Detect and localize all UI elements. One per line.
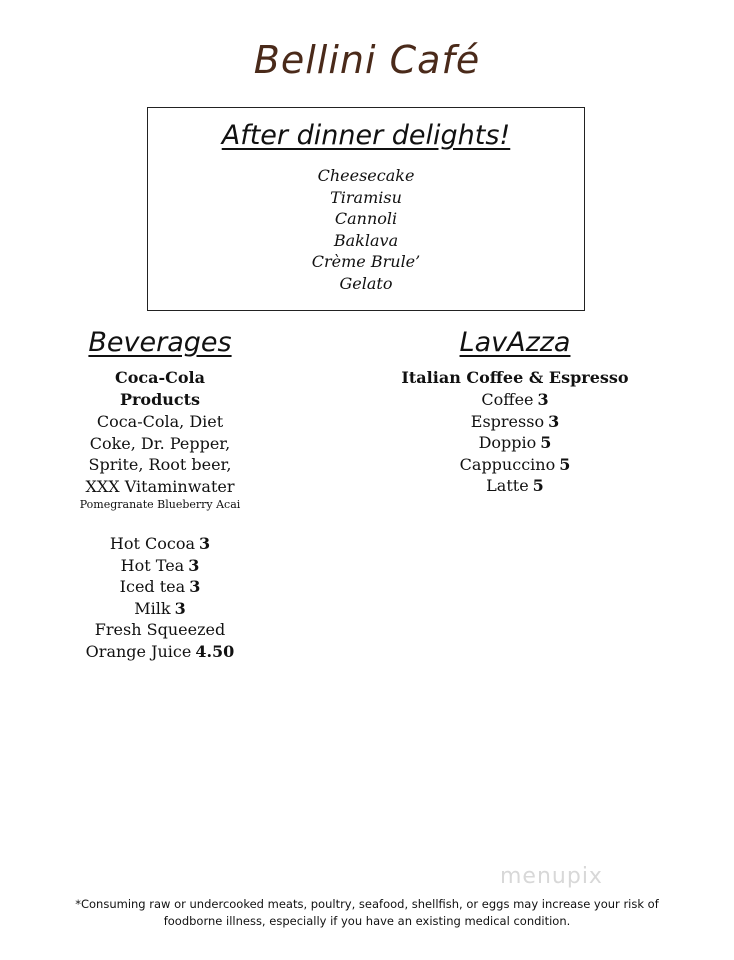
dessert-item: Gelato	[339, 273, 393, 293]
beverage-list	[55, 533, 265, 662]
item-name: Hot Cocoa	[109, 534, 195, 553]
dessert-heading: After dinner delights!	[221, 120, 511, 151]
coca-cola-title-line1: Coca-Cola	[114, 368, 205, 387]
soda-line: XXX Vitaminwater	[85, 476, 235, 496]
beverages-heading: Beverages	[88, 327, 232, 358]
item-name: Doppio	[478, 433, 537, 452]
item-name: Fresh Squeezed	[94, 620, 226, 639]
menu-title: Bellini Café	[253, 38, 481, 82]
beverage-item	[55, 576, 265, 598]
beverage-item	[55, 555, 265, 577]
dessert-item: Cannoli	[334, 209, 398, 228]
vitaminwater-flavors: Pomegranate Blueberry Acai	[79, 498, 241, 511]
item-name: Espresso	[470, 411, 545, 431]
beverage-item	[55, 598, 265, 620]
disclaimer-line2: foodborne illness, especially if you have an existing medical condition.	[163, 914, 571, 928]
coffee-item	[390, 389, 640, 411]
soda-line: Sprite, Root beer,	[88, 455, 232, 474]
item-name: Orange Juice	[85, 641, 192, 661]
beverage-item	[55, 533, 265, 555]
item-price: 3	[188, 555, 200, 575]
coca-cola-title-line2: Products	[119, 390, 201, 409]
item-price: 5	[559, 454, 571, 474]
dessert-item: Tiramisu	[330, 187, 402, 207]
dessert-item: Cheesecake	[317, 166, 415, 185]
dessert-item: Baklava	[333, 230, 399, 250]
coffee-group-title: Italian Coffee & Espresso	[401, 368, 629, 387]
coffee-item	[390, 432, 640, 454]
dessert-box	[147, 107, 585, 311]
beverages-column	[55, 325, 265, 662]
item-name: Iced tea	[119, 577, 186, 596]
soda-list	[55, 411, 265, 497]
coffee-item	[390, 454, 640, 476]
item-name: Cappuccino	[459, 454, 556, 474]
item-price: 3	[189, 577, 201, 596]
dessert-item: Crème Brule’	[311, 252, 421, 271]
lavazza-heading: LavAzza	[459, 327, 571, 358]
beverage-item	[55, 619, 265, 641]
beverage-item	[55, 641, 265, 663]
coffee-item	[390, 411, 640, 433]
item-name: Latte	[486, 476, 529, 495]
dessert-list	[148, 165, 584, 294]
disclaimer-line1: *Consuming raw or undercooked meats, poultry, seafood, shellfish, or eggs may increase your risk of	[75, 897, 659, 911]
watermark-logo: menupix	[500, 864, 603, 889]
soda-line: Coke, Dr. Pepper,	[89, 433, 231, 453]
item-price: 3	[174, 598, 186, 618]
lavazza-column	[390, 325, 640, 497]
item-price: 4.50	[195, 641, 235, 661]
item-name: Hot Tea	[120, 555, 185, 575]
item-name: Milk	[134, 598, 171, 618]
item-price: 5	[532, 476, 544, 495]
item-price: 3	[548, 411, 560, 431]
coffee-item	[390, 475, 640, 497]
item-name: Coffee	[481, 390, 534, 409]
coffee-list	[390, 389, 640, 497]
item-price: 3	[198, 534, 211, 553]
health-disclaimer	[60, 896, 674, 930]
item-price: 5	[540, 433, 552, 452]
soda-line: Coca-Cola, Diet	[96, 412, 224, 431]
item-price: 3	[537, 390, 549, 409]
